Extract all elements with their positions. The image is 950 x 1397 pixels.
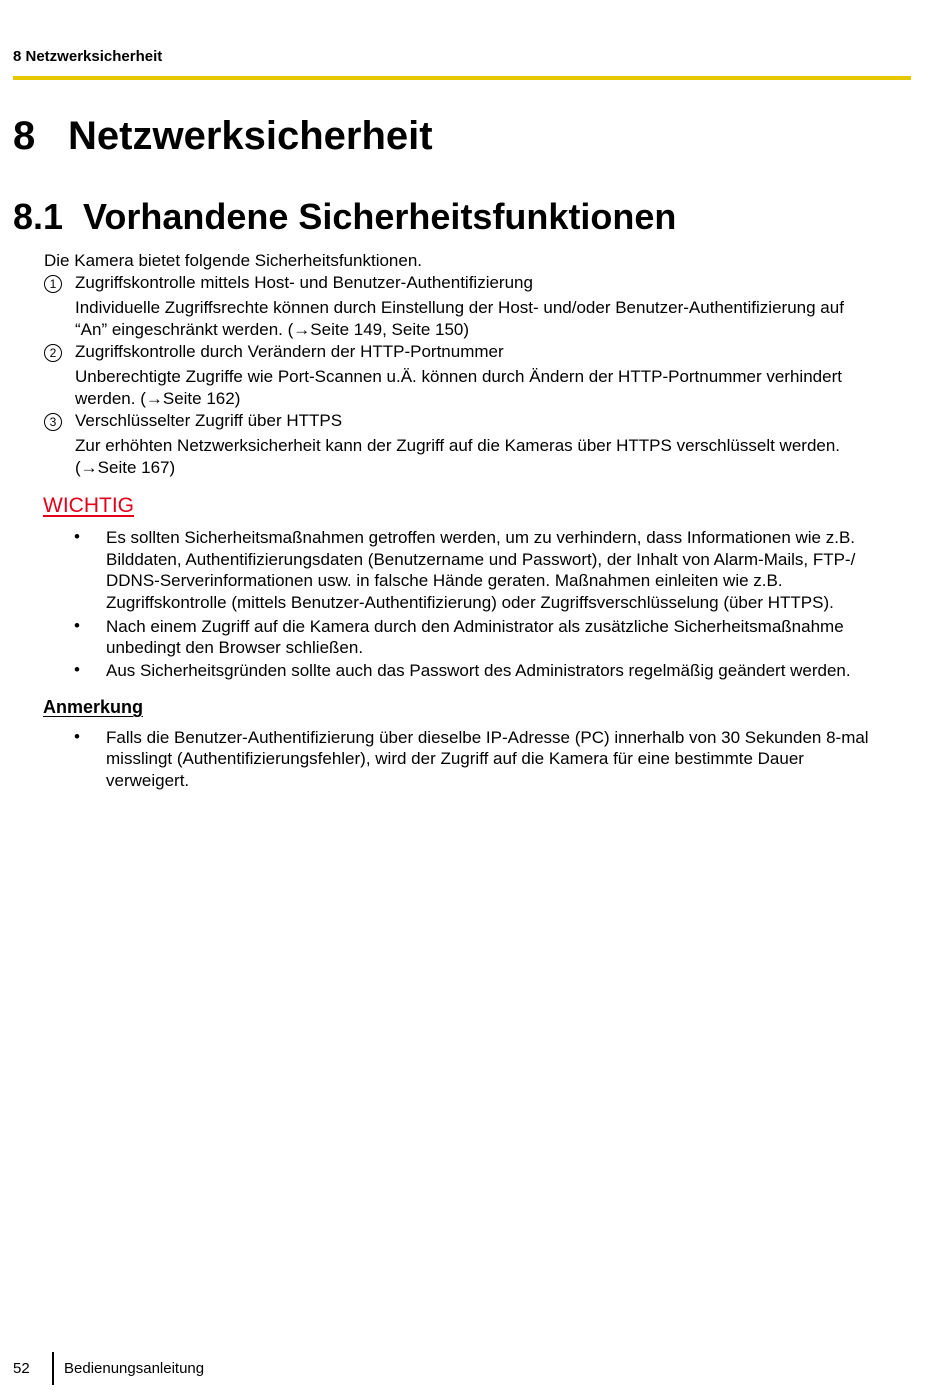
intro-text: Die Kamera bietet folgende Sicherheitsfunktionen.	[44, 251, 423, 270]
bullet-icon: •	[74, 616, 80, 635]
feature-title: Verschlüsselter Zugriff über HTTPS	[75, 411, 343, 430]
footer-label: Bedienungsanleitung	[64, 1360, 205, 1377]
feature-description-line: werden. (→Seite 162)	[75, 389, 241, 408]
feature-description-line: Zur erhöhten Netzwerksicherheit kann der Zugriff auf die Kameras über HTTPS verschlüsselt werden.	[75, 436, 841, 455]
circled-number-2: 2	[44, 344, 62, 362]
circled-number-3: 3	[44, 413, 62, 431]
bullet-icon: •	[74, 660, 80, 679]
feature-description-line: Individuelle Zugriffsrechte können durch Einstellung der Host- und/oder Benutzer-Authentifizierung auf	[75, 298, 844, 317]
section-heading	[13, 196, 676, 238]
running-header: 8 Netzwerksicherheit	[13, 48, 163, 65]
chapter-heading	[13, 114, 433, 159]
important-item-line: Nach einem Zugriff auf die Kamera durch den Administrator als zusätzliche Sicherheitsmaßnahme	[106, 617, 844, 636]
feature-title: Zugriffskontrolle durch Verändern der HTTP-Portnummer	[75, 342, 504, 361]
feature-description-line: “An” eingeschränkt werden. (→Seite 149, Seite 150)	[75, 320, 470, 339]
important-item-line: unbedingt den Browser schließen.	[106, 638, 364, 657]
circled-number-1: 1	[44, 275, 62, 293]
feature-title: Zugriffskontrolle mittels Host- und Benutzer-Authentifizierung	[75, 273, 533, 292]
important-item-line: Es sollten Sicherheitsmaßnahmen getroffen werden, um zu verhindern, dass Informationen wie z.B.	[106, 528, 856, 547]
important-item-line: Zugriffskontrolle (mittels Benutzer-Authentifizierung) oder Zugriffsverschlüsselung (über HTTPS).	[106, 593, 834, 612]
note-item-line: Falls die Benutzer-Authentifizierung über dieselbe IP-Adresse (PC) innerhalb von 30 Sekunden 8-mal	[106, 728, 869, 747]
section-number: 8.1	[13, 196, 64, 237]
page-number: 52	[13, 1360, 30, 1377]
important-item-line: Aus Sicherheitsgründen sollte auch das Passwort des Administrators regelmäßig geändert werden.	[106, 661, 851, 680]
important-item-line: DDNS-Serverinformationen usw. in falsche Hände geraten. Maßnahmen einleiten wie z.B.	[106, 571, 783, 590]
feature-description-line: (→Seite 167)	[75, 458, 176, 477]
note-item-line: verweigert.	[106, 771, 190, 790]
chapter-title: Netzwerksicherheit	[68, 114, 433, 158]
chapter-number: 8	[13, 114, 36, 158]
footer-divider	[52, 1352, 54, 1385]
note-heading: Anmerkung	[43, 697, 144, 717]
section-title: Vorhandene Sicherheitsfunktionen	[83, 196, 677, 237]
feature-description-line: Unberechtigte Zugriffe wie Port-Scannen u.Ä. können durch Ändern der HTTP-Portnummer verhindert	[75, 367, 842, 386]
note-item-line: misslingt (Authentifizierungsfehler), wird der Zugriff auf die Kamera für eine bestimmte Dauer	[106, 749, 804, 768]
bullet-icon: •	[74, 727, 80, 746]
header-rule	[13, 76, 911, 80]
important-heading: WICHTIG	[43, 494, 134, 517]
bullet-icon: •	[74, 527, 80, 546]
important-item-line: Bilddaten, Authentifizierungsdaten (Benutzername und Passwort), der Inhalt von Alarm-Mails, FTP-/	[106, 550, 856, 569]
